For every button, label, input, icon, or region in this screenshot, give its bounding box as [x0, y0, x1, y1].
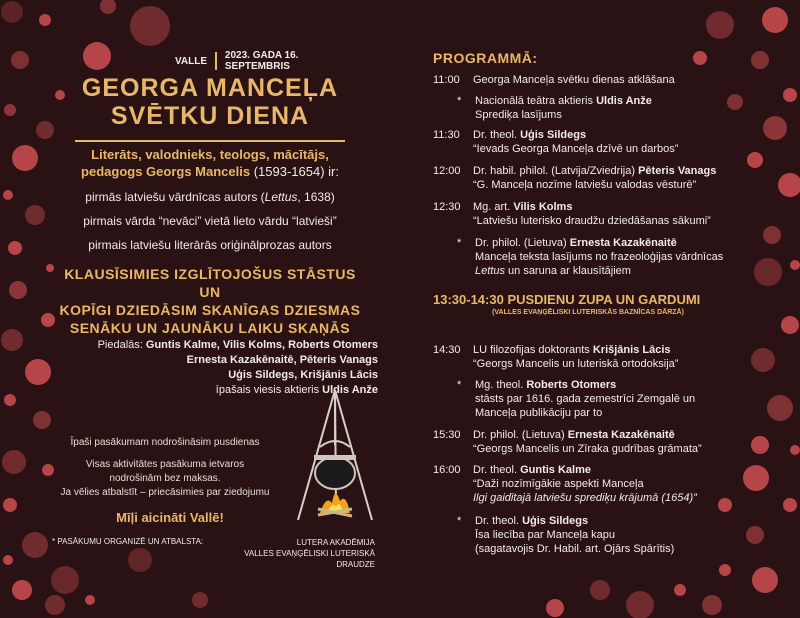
fact-1: pirmās latviešu vārdnīcas autors (Lettus, 1638) — [85, 190, 335, 204]
event-place: VALLE — [175, 55, 208, 67]
lunch-location: (VALLES EVAŅĢĒLISKI LUTERISKĀS BAZNĪCAS DĀRZĀ) — [492, 309, 684, 316]
program-title: PROGRAMMĀ: — [433, 50, 538, 66]
intro-line-1: Literāts, valodnieks, teologs, mācītājs, — [91, 147, 329, 162]
lunch-title: 13:30-14:30 PUSDIENU ZUPA UN GARDUMI — [433, 292, 701, 307]
title-line-1: GEORGA MANCEĻA — [81, 74, 339, 102]
welcome-text: Mīļi aicināti Vallē! — [116, 510, 224, 525]
intro-text — [50, 146, 370, 180]
title-line-2: SVĒTKU DIENA — [110, 102, 310, 130]
participants: Piedalās: Guntis Kalme, Vilis Kolms, Roberts Otomers Ernesta Kazakēnaitē, Pēteris Vanags Uģis Sildegs, Krišjānis Lācis īpašais viesis aktieris Uldis Anže — [97, 339, 378, 396]
cauldron-fire-icon — [290, 385, 380, 525]
fact-3: pirmais latviešu literārās oriģinālprozas autors — [88, 238, 332, 252]
page-title — [60, 74, 360, 130]
organizers-label: * PASĀKUMU ORGANIZĒ UN ATBALSTA: — [52, 537, 204, 546]
event-header — [175, 50, 355, 72]
title-rule — [75, 140, 345, 142]
intro-name: pedagogs Georgs Mancelis — [81, 164, 251, 179]
intro-years: (1593-1654) ir: — [250, 164, 339, 179]
header-divider — [215, 52, 217, 70]
organizers: LUTERA AKADĒMIJA VALLES EVAŅĢĒLISKI LUTERISKĀ DRAUDZE — [244, 538, 375, 569]
notes: Īpaši pasākumam nodrošināsim pusdienas Visas aktivitātes pasākuma ietvaros nodrošinām bez maksas. Ja vēlies atbalstīt – priecāsimies par ziedojumu — [60, 437, 270, 498]
call-to-action: KLAUSĪSIMIES IZGLĪTOJOŠUS STĀSTUS UN KOPĪGI DZIEDĀSIM SKANĪGAS DZIESMAS SENĀKU UN JAUNĀKU LAIKU SKAŅĀS — [59, 266, 361, 336]
event-date: 2023. GADA 16. SEPTEMBRIS — [224, 50, 299, 72]
fact-2: pirmais vārda “nevāci” vietā lieto vārdu “latvieši” — [83, 214, 337, 228]
